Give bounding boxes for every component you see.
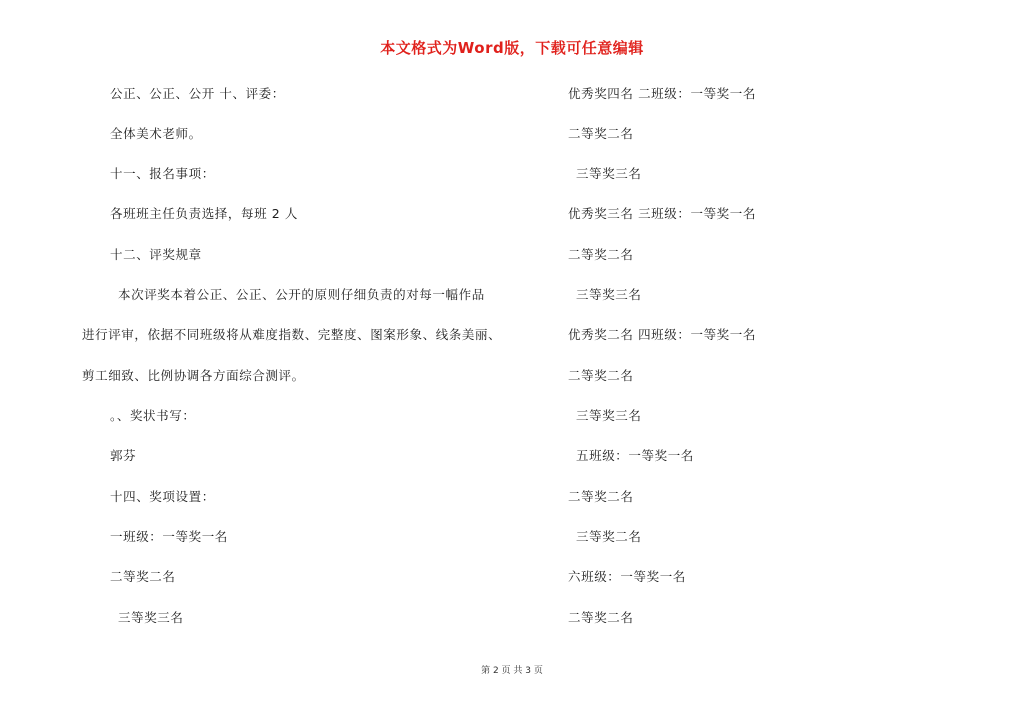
text-line: 各班班主任负责选择，每班 2 人: [110, 206, 299, 221]
text-line: 二等奖二名: [110, 569, 176, 584]
text-line: 一班级：一等奖一名: [110, 529, 228, 544]
text-line: 十四、奖项设置：: [110, 489, 215, 504]
text-line: 三等奖三名: [576, 408, 642, 423]
page-number-footer: 第 2 页 共 3 页: [481, 666, 543, 676]
text-line: 十二、评奖规章: [110, 247, 202, 262]
text-line: 全体美术老师。: [110, 126, 202, 141]
text-line: 三等奖三名: [118, 610, 184, 625]
text-line: 三等奖三名: [576, 166, 642, 181]
text-line: 二等奖二名: [568, 368, 634, 383]
text-line: 郭芬: [110, 448, 137, 463]
document-header-banner: 本文格式为Word版，下载可任意编辑: [380, 39, 644, 57]
text-line: 十一、报名事项：: [110, 166, 215, 181]
text-line: 二等奖二名: [568, 247, 634, 262]
text-line: 二等奖二名: [568, 489, 634, 504]
text-line: 公正、公正、公开 十、评委：: [110, 86, 285, 101]
text-line: 三等奖三名: [576, 287, 642, 302]
text-line: 二等奖二名: [568, 610, 634, 625]
text-line: 剪工细致、比例协调各方面综合测评。: [82, 368, 305, 383]
text-line: 。、奖状书写：: [110, 408, 196, 423]
text-line: 二等奖二名: [568, 126, 634, 141]
text-line: 三等奖二名: [576, 529, 642, 544]
text-line: 优秀奖三名 三班级：一等奖一名: [568, 206, 756, 221]
text-line: 六班级：一等奖一名: [568, 569, 686, 584]
text-line: 本次评奖本着公正、公正、公开的原则仔细负责的对每一幅作品: [118, 287, 485, 302]
text-line: 五班级：一等奖一名: [576, 448, 694, 463]
text-line: 优秀奖二名 四班级：一等奖一名: [568, 327, 756, 342]
text-line: 优秀奖四名 二班级：一等奖一名: [568, 86, 756, 101]
text-line: 进行评审，依据不同班级将从难度指数、完整度、图案形象、线条美丽、: [82, 327, 502, 342]
